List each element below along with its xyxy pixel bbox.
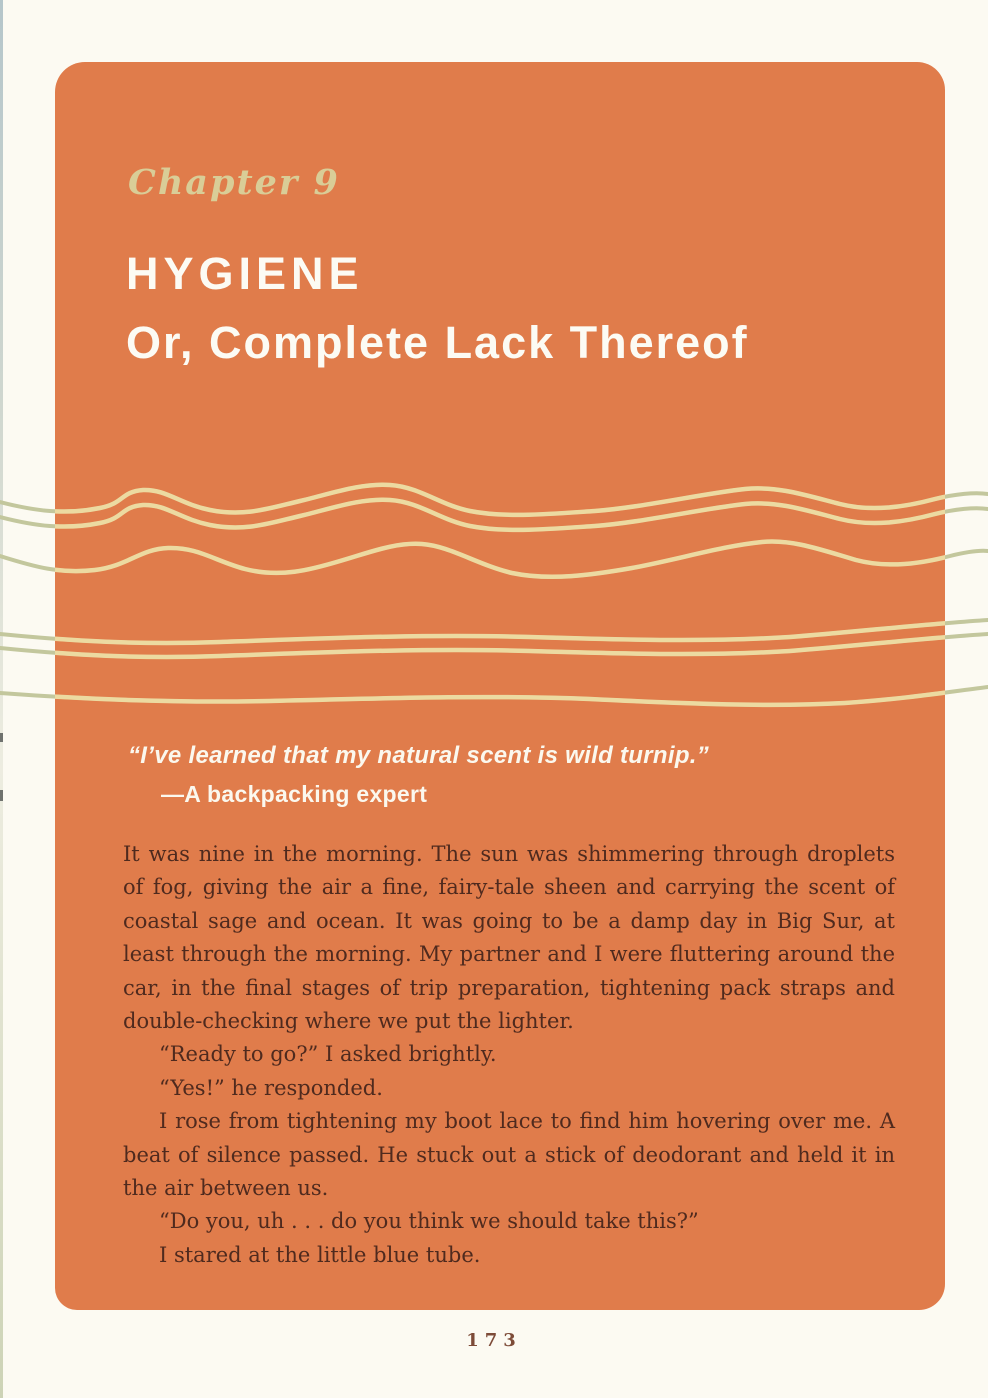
epigraph-attribution: —A backpacking expert	[161, 781, 428, 807]
paragraph: I rose from tightening my boot lace to find him hovering over me. A beat of silence passed. He stuck out a stick of deodorant and held it in the air between us.	[123, 1109, 895, 1201]
paragraph: I stared at the little blue tube.	[159, 1242, 481, 1267]
chapter-title: HYGIENE	[126, 248, 364, 299]
epigraph-quote: “I’ve learned that my natural scent is wild turnip.”	[128, 742, 710, 769]
paragraph: It was nine in the morning. The sun was shimmering through droplets of fog, giving the air a fine, fairy-tale sheen and carrying the scent of coastal sage and ocean. It was going to be a damp day in Big Sur, at least through the morning. My partner and I were fluttering around the car, in the final stages of trip preparation, tightening pack straps and double-checking where we put the lighter.	[123, 842, 895, 1034]
body-text	[123, 838, 895, 1272]
scan-speck	[0, 733, 3, 742]
paragraph: “Do you, uh . . . do you think we should take this?”	[159, 1209, 699, 1234]
page-number: 173	[466, 1330, 522, 1351]
paragraph: “Ready to go?” I asked brightly.	[159, 1042, 497, 1067]
scan-speck	[0, 790, 3, 801]
page-left-edge	[0, 0, 3, 1398]
chapter-label: Chapter 9	[128, 162, 340, 203]
paragraph: “Yes!” he responded.	[159, 1075, 383, 1100]
chapter-subtitle: Or, Complete Lack Thereof	[126, 317, 749, 368]
